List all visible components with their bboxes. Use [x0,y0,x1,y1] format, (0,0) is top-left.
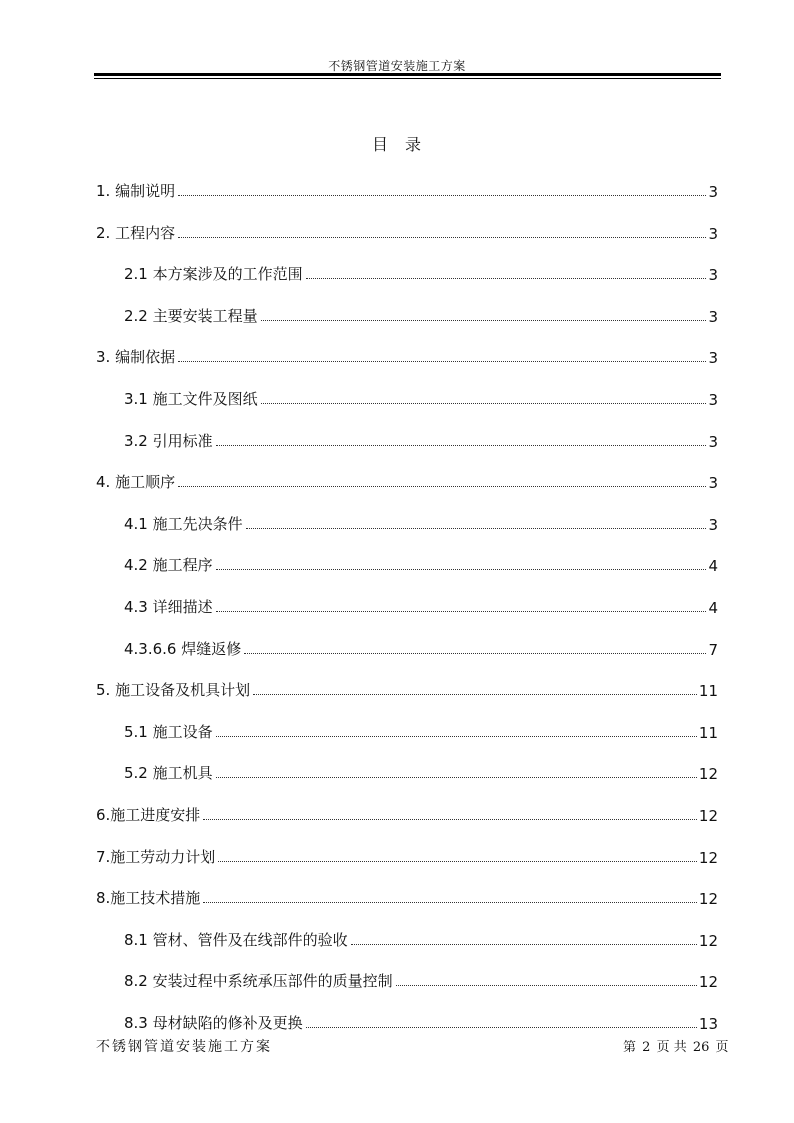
toc-dot-leader [216,735,697,737]
toc-dot-leader [306,1026,697,1028]
toc-dot-leader [218,860,697,862]
footer-doc-title: 不锈钢管道安装施工方案 [96,1039,272,1055]
footer-total-pages: 26 [692,1040,710,1055]
toc-entry-text: 8.1 管材、管件及在线部件的验收 [124,930,348,949]
toc-entry-page: 3 [708,391,718,409]
toc-entry-page: 3 [708,224,718,243]
toc-entry-text: 7.施工劳动力计划 [96,847,216,866]
toc-entry-page: 12 [698,973,718,992]
header-title: 不锈钢管道安装施工方案 [328,59,466,73]
toc-entry-text: 1. 编制说明 [96,182,176,200]
toc-entry-page: 12 [698,807,718,825]
toc-entry-text: 6.施工进度安排 [96,806,201,824]
toc-dot-leader [203,818,697,820]
toc-entry[interactable] [124,545,718,575]
toc-entry-text: 4.3.6.6 焊缝返修 [124,639,242,658]
toc-entry[interactable] [96,171,718,201]
toc-entry-text: 5.1 施工设备 [124,722,213,741]
toc-dot-leader [261,402,707,404]
footer-page-number [622,1036,730,1055]
toc-entry-text: 8.施工技术措施 [96,889,201,908]
toc-entry[interactable] [96,670,718,700]
toc-entry-text: 4. 施工顺序 [96,473,176,492]
toc-dot-leader [246,527,707,529]
toc-dot-leader [244,652,706,654]
toc-dot-leader [396,984,697,986]
toc-dot-leader [351,943,697,945]
toc-entry-text: 4.2 施工程序 [124,556,213,575]
toc-entry[interactable] [124,712,718,742]
toc-entry-text: 4.1 施工先决条件 [124,514,243,533]
toc-entry[interactable] [124,753,718,783]
toc-entry-page: 4 [708,599,718,617]
toc-title-char: 录 [405,135,423,154]
toc-entry[interactable] [124,379,718,409]
toc-dot-leader [203,901,697,903]
toc-entry[interactable] [124,296,718,326]
footer-page-prefix: 第 [623,1040,637,1055]
toc-entry[interactable] [124,920,718,950]
toc-dot-leader [261,319,707,321]
toc-dot-leader [178,236,706,238]
toc-entry-text: 3.2 引用标准 [124,431,213,450]
toc-entry[interactable] [124,421,718,451]
footer-current-page: 2 [642,1040,651,1055]
toc-entry[interactable] [96,462,718,492]
toc-title-char: 目 [371,135,389,154]
toc-dot-leader [216,444,707,446]
toc-entry-text: 2.2 主要安装工程量 [124,306,258,325]
toc-entry-page: 3 [708,515,718,534]
toc-entry-page: 12 [698,890,718,909]
toc-dot-leader [216,568,707,570]
toc-entry-text: 2. 工程内容 [96,223,176,242]
toc-entry-text: 8.2 安装过程中系统承压部件的质量控制 [124,972,393,991]
toc-entry[interactable] [124,1003,718,1033]
toc-entry[interactable] [96,837,718,867]
toc-entry-page: 3 [708,183,718,201]
toc-entry-page: 3 [708,474,718,493]
toc-dot-leader [178,194,706,196]
toc-entry[interactable] [96,795,718,825]
toc-entry[interactable] [124,961,718,991]
toc-entry[interactable] [96,213,718,243]
toc-entry-page: 11 [698,723,718,742]
toc-entry-page: 3 [708,432,718,451]
toc-entry[interactable] [96,878,718,908]
toc-entry-page: 3 [708,349,718,368]
header-rule-thick [94,73,721,76]
toc-entry-page: 3 [708,266,718,285]
toc-entry-page: 3 [708,307,718,326]
toc-entry-page: 12 [698,931,718,950]
toc-title [0,132,794,155]
toc-dot-leader [178,360,706,362]
header-rule-thin [94,78,721,79]
toc-entry-page: 7 [708,640,718,659]
toc-entry-text: 3. 编制依据 [96,348,176,367]
toc-entry-page: 12 [698,848,718,867]
toc-entry-text: 5.2 施工机具 [124,764,213,783]
toc-entry-page: 11 [698,682,718,701]
toc-dot-leader [253,693,697,695]
footer-page-mid: 页 共 [656,1040,687,1055]
toc-entry[interactable] [124,504,718,534]
toc-dot-leader [216,610,707,612]
toc-entry-page: 4 [708,557,718,576]
toc-entry-text: 8.3 母材缺陷的修补及更换 [124,1014,303,1032]
toc-entry-page: 12 [698,765,718,784]
toc-entry-text: 2.1 本方案涉及的工作范围 [124,265,303,284]
toc-entry-page: 13 [698,1015,718,1033]
footer-page-suffix: 页 [715,1040,729,1055]
toc-entry[interactable] [124,254,718,284]
toc-dot-leader [306,277,707,279]
toc-dot-leader [216,776,697,778]
toc-dot-leader [178,485,706,487]
toc-entry[interactable] [124,629,718,659]
toc-entry[interactable] [124,587,718,617]
toc-entry-text: 3.1 施工文件及图纸 [124,390,258,408]
toc-entry[interactable] [96,337,718,367]
toc-entry-text: 4.3 详细描述 [124,598,213,616]
toc-entry-text: 5. 施工设备及机具计划 [96,681,251,700]
